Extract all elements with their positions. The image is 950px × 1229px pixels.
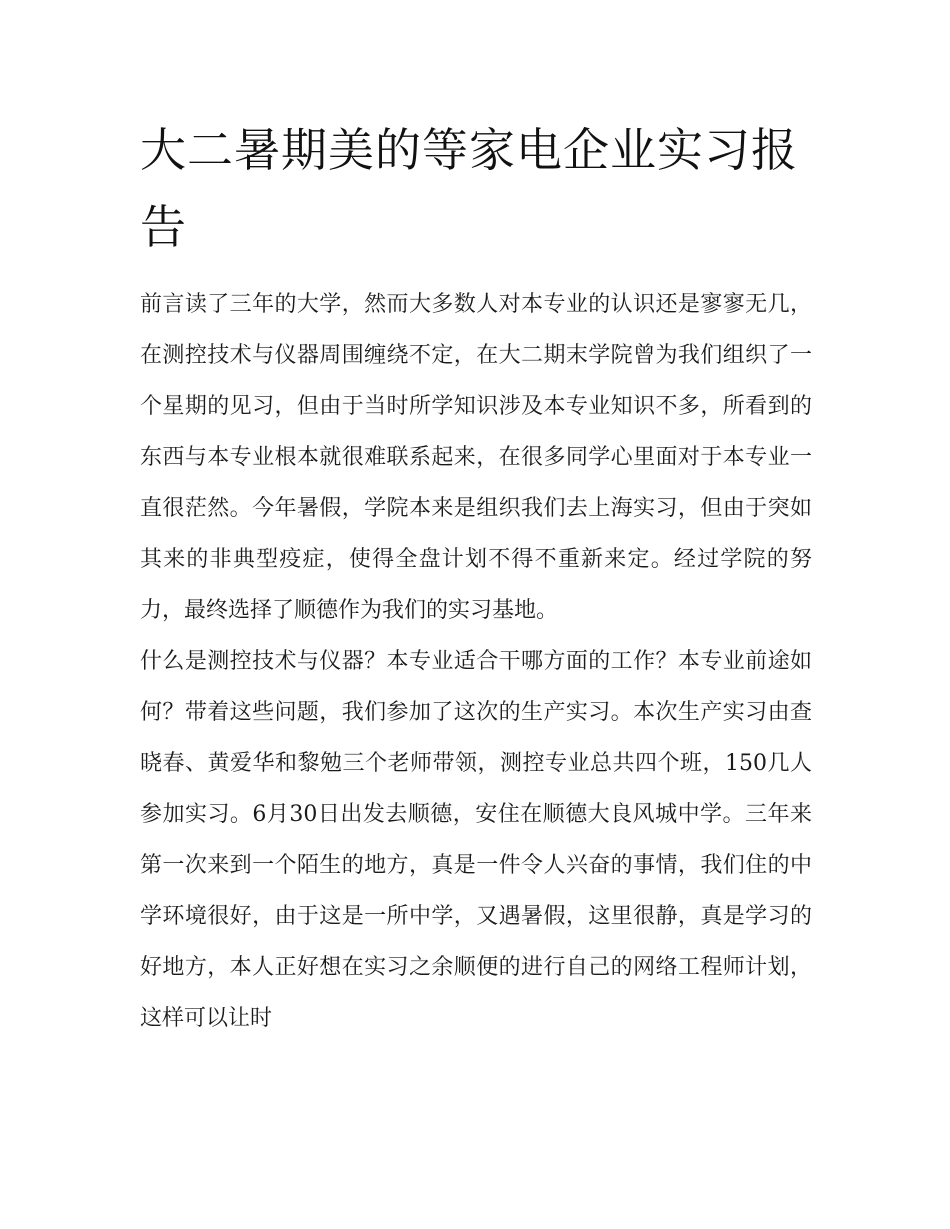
document-body [140,279,812,1044]
document-title: 大二暑期美的等家电企业实习报告 [140,123,798,254]
paragraph-preface: 前言读了三年的大学，然而大多数人对本专业的认识还是寥寥无几，在测控技术与仪器周围缠绕不定，在大二期末学院曾为我们组织了一个星期的见习，但由于当时所学知识涉及本专业知识不多，所看到的东西与本专业根本就很难联系起来，在很多同学心里面对于本专业一直很茫然。今年暑假，学院本来是组织我们去上海实习，但由于突如其来的非典型疫症，使得全盘计划不得不重新来定。经过学院的努力，最终选择了顺德作为我们的实习基地。 [140,292,812,623]
paragraph-questions: 什么是测控技术与仪器？本专业适合干哪方面的工作？本专业前途如何？带着这些问题，我们参加了这次的生产实习。本次生产实习由查晓春、黄爱华和黎勉三个老师带领，测控专业总共四个班，150几人参加实习。6月30日出发去顺德，安住在顺德大良风城中学。三年来第一次来到一个陌生的地方，真是一件令人兴奋的事情，我们住的中学环境很好，由于这是一所中学，又遇暑假，这里很静，真是学习的好地方，本人正好想在实习之余顺便的进行自己的网络工程师计划，这样可以让时 [140,649,812,1031]
